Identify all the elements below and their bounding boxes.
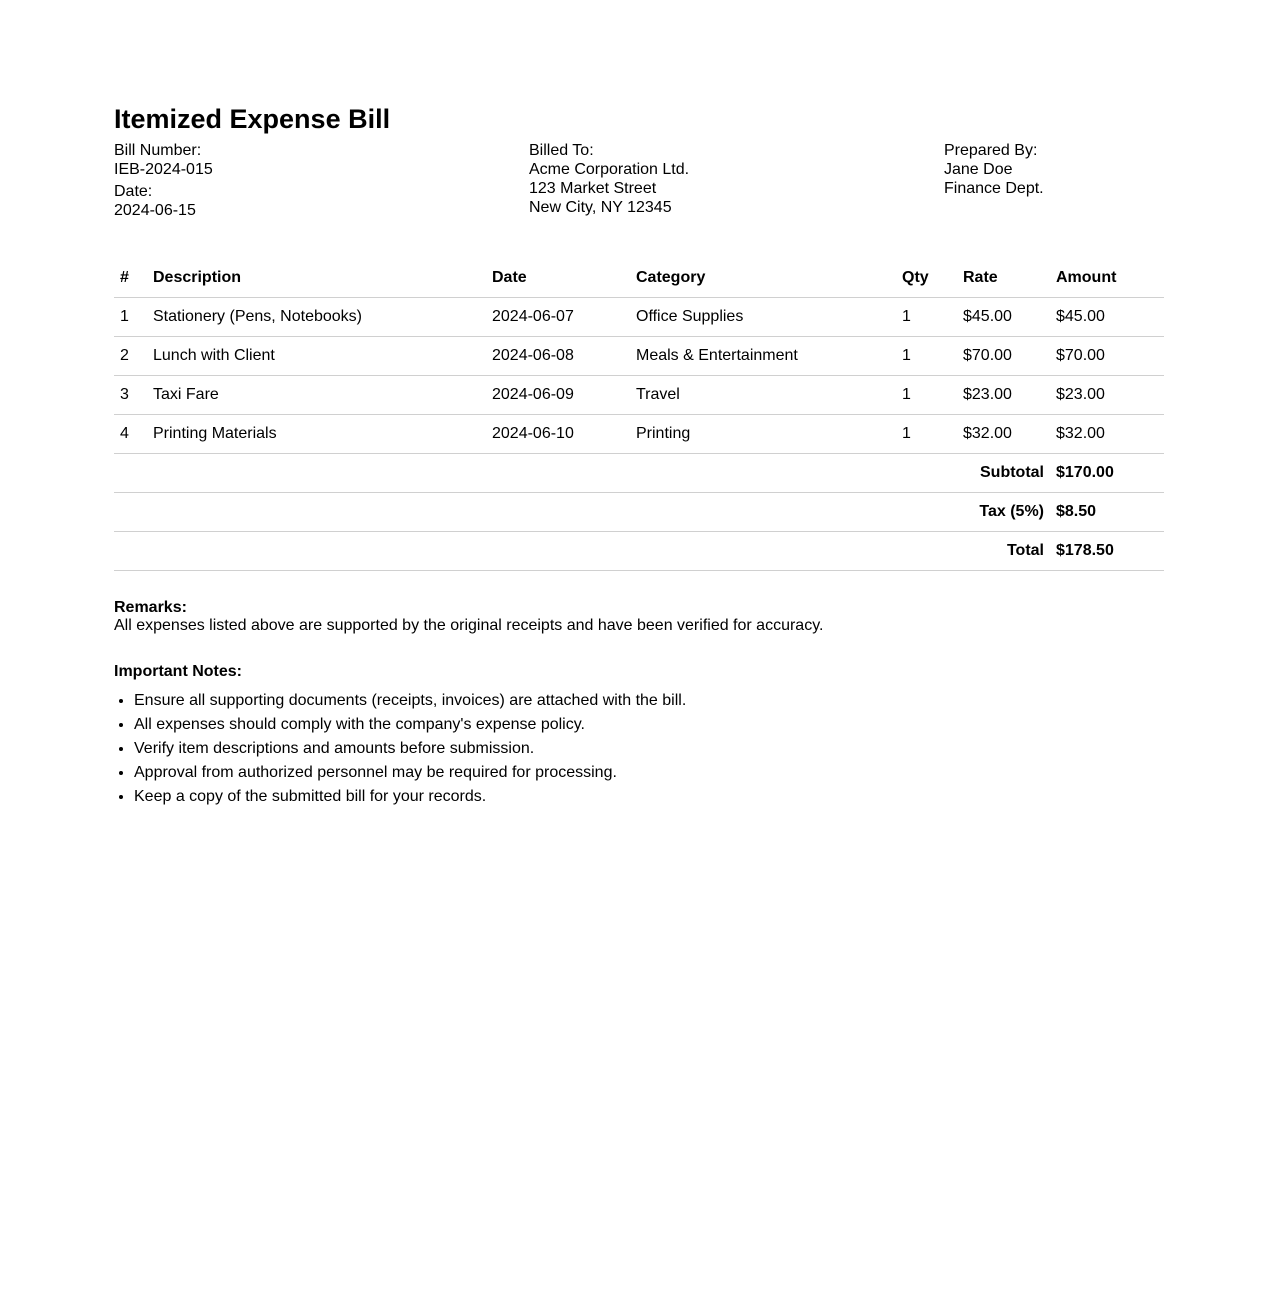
cell-amount: $23.00 — [1050, 376, 1164, 415]
tax-label: Tax (5%) — [114, 493, 1050, 532]
bill-number-value: IEB-2024-015 — [114, 161, 213, 178]
cell-description: Printing Materials — [147, 415, 486, 454]
page-title: Itemized Expense Bill — [114, 104, 391, 134]
billed-to-label: Billed To: — [529, 142, 594, 159]
cell-number: 1 — [114, 298, 147, 337]
billed-to-street: 123 Market Street — [529, 180, 657, 197]
cell-date: 2024-06-10 — [486, 415, 630, 454]
cell-qty: 1 — [896, 415, 957, 454]
expense-table — [114, 259, 1164, 571]
header-date: Date — [486, 259, 630, 298]
cell-category: Meals & Entertainment — [630, 337, 896, 376]
cell-rate: $70.00 — [957, 337, 1050, 376]
cell-date: 2024-06-08 — [486, 337, 630, 376]
table-header-row — [114, 259, 1164, 298]
cell-category: Printing — [630, 415, 896, 454]
remarks-text: All expenses listed above are supported by the original receipts and have been verified for accuracy. — [114, 617, 824, 634]
billed-to — [529, 141, 689, 217]
cell-qty: 1 — [896, 298, 957, 337]
bill-info — [114, 141, 213, 220]
table-row — [114, 376, 1164, 415]
cell-number: 4 — [114, 415, 147, 454]
header-amount: Amount — [1050, 259, 1164, 298]
prepared-by-name: Jane Doe — [944, 161, 1013, 178]
cell-qty: 1 — [896, 376, 957, 415]
list-item: • Ensure all supporting documents (receipts, invoices) are attached with the bill. — [134, 689, 686, 713]
cell-rate: $45.00 — [957, 298, 1050, 337]
table-row — [114, 337, 1164, 376]
cell-date: 2024-06-09 — [486, 376, 630, 415]
subtotal-label: Subtotal — [114, 454, 1050, 493]
header-qty: Qty — [896, 259, 957, 298]
header-description: Description — [147, 259, 486, 298]
bill-date-label: Date: — [114, 183, 153, 200]
header-number: # — [114, 259, 147, 298]
cell-description: Taxi Fare — [147, 376, 486, 415]
table-row — [114, 415, 1164, 454]
cell-description: Lunch with Client — [147, 337, 486, 376]
header-category: Category — [630, 259, 896, 298]
cell-qty: 1 — [896, 337, 957, 376]
prepared-by — [944, 141, 1044, 198]
billed-to-city: New City, NY 12345 — [529, 199, 672, 216]
cell-amount: $32.00 — [1050, 415, 1164, 454]
list-item: • Verify item descriptions and amounts before submission. — [134, 737, 686, 761]
cell-number: 2 — [114, 337, 147, 376]
tax-value: $8.50 — [1050, 493, 1164, 532]
cell-category: Office Supplies — [630, 298, 896, 337]
total-value: $178.50 — [1050, 532, 1164, 571]
cell-date: 2024-06-07 — [486, 298, 630, 337]
prepared-by-dept: Finance Dept. — [944, 180, 1044, 197]
header-rate: Rate — [957, 259, 1050, 298]
total-row — [114, 532, 1164, 571]
table-row — [114, 298, 1164, 337]
list-item: • Keep a copy of the submitted bill for your records. — [134, 785, 686, 809]
billed-to-company: Acme Corporation Ltd. — [529, 161, 690, 178]
total-label: Total — [114, 532, 1050, 571]
cell-rate: $23.00 — [957, 376, 1050, 415]
subtotal-row — [114, 454, 1164, 493]
cell-rate: $32.00 — [957, 415, 1050, 454]
cell-description: Stationery (Pens, Notebooks) — [147, 298, 486, 337]
notes-section — [114, 663, 686, 809]
prepared-by-label: Prepared By: — [944, 142, 1038, 159]
cell-amount: $70.00 — [1050, 337, 1164, 376]
bill-number-label: Bill Number: — [114, 142, 202, 159]
notes-heading: Important Notes: — [114, 663, 242, 680]
cell-category: Travel — [630, 376, 896, 415]
list-item: • Approval from authorized personnel may be required for processing. — [134, 761, 686, 785]
remarks-section — [114, 599, 823, 635]
notes-list — [114, 689, 686, 809]
cell-amount: $45.00 — [1050, 298, 1164, 337]
remarks-heading: Remarks: — [114, 599, 187, 616]
bill-date-value: 2024-06-15 — [114, 202, 196, 219]
subtotal-value: $170.00 — [1050, 454, 1164, 493]
cell-number: 3 — [114, 376, 147, 415]
list-item: • All expenses should comply with the company's expense policy. — [134, 713, 686, 737]
tax-row — [114, 493, 1164, 532]
